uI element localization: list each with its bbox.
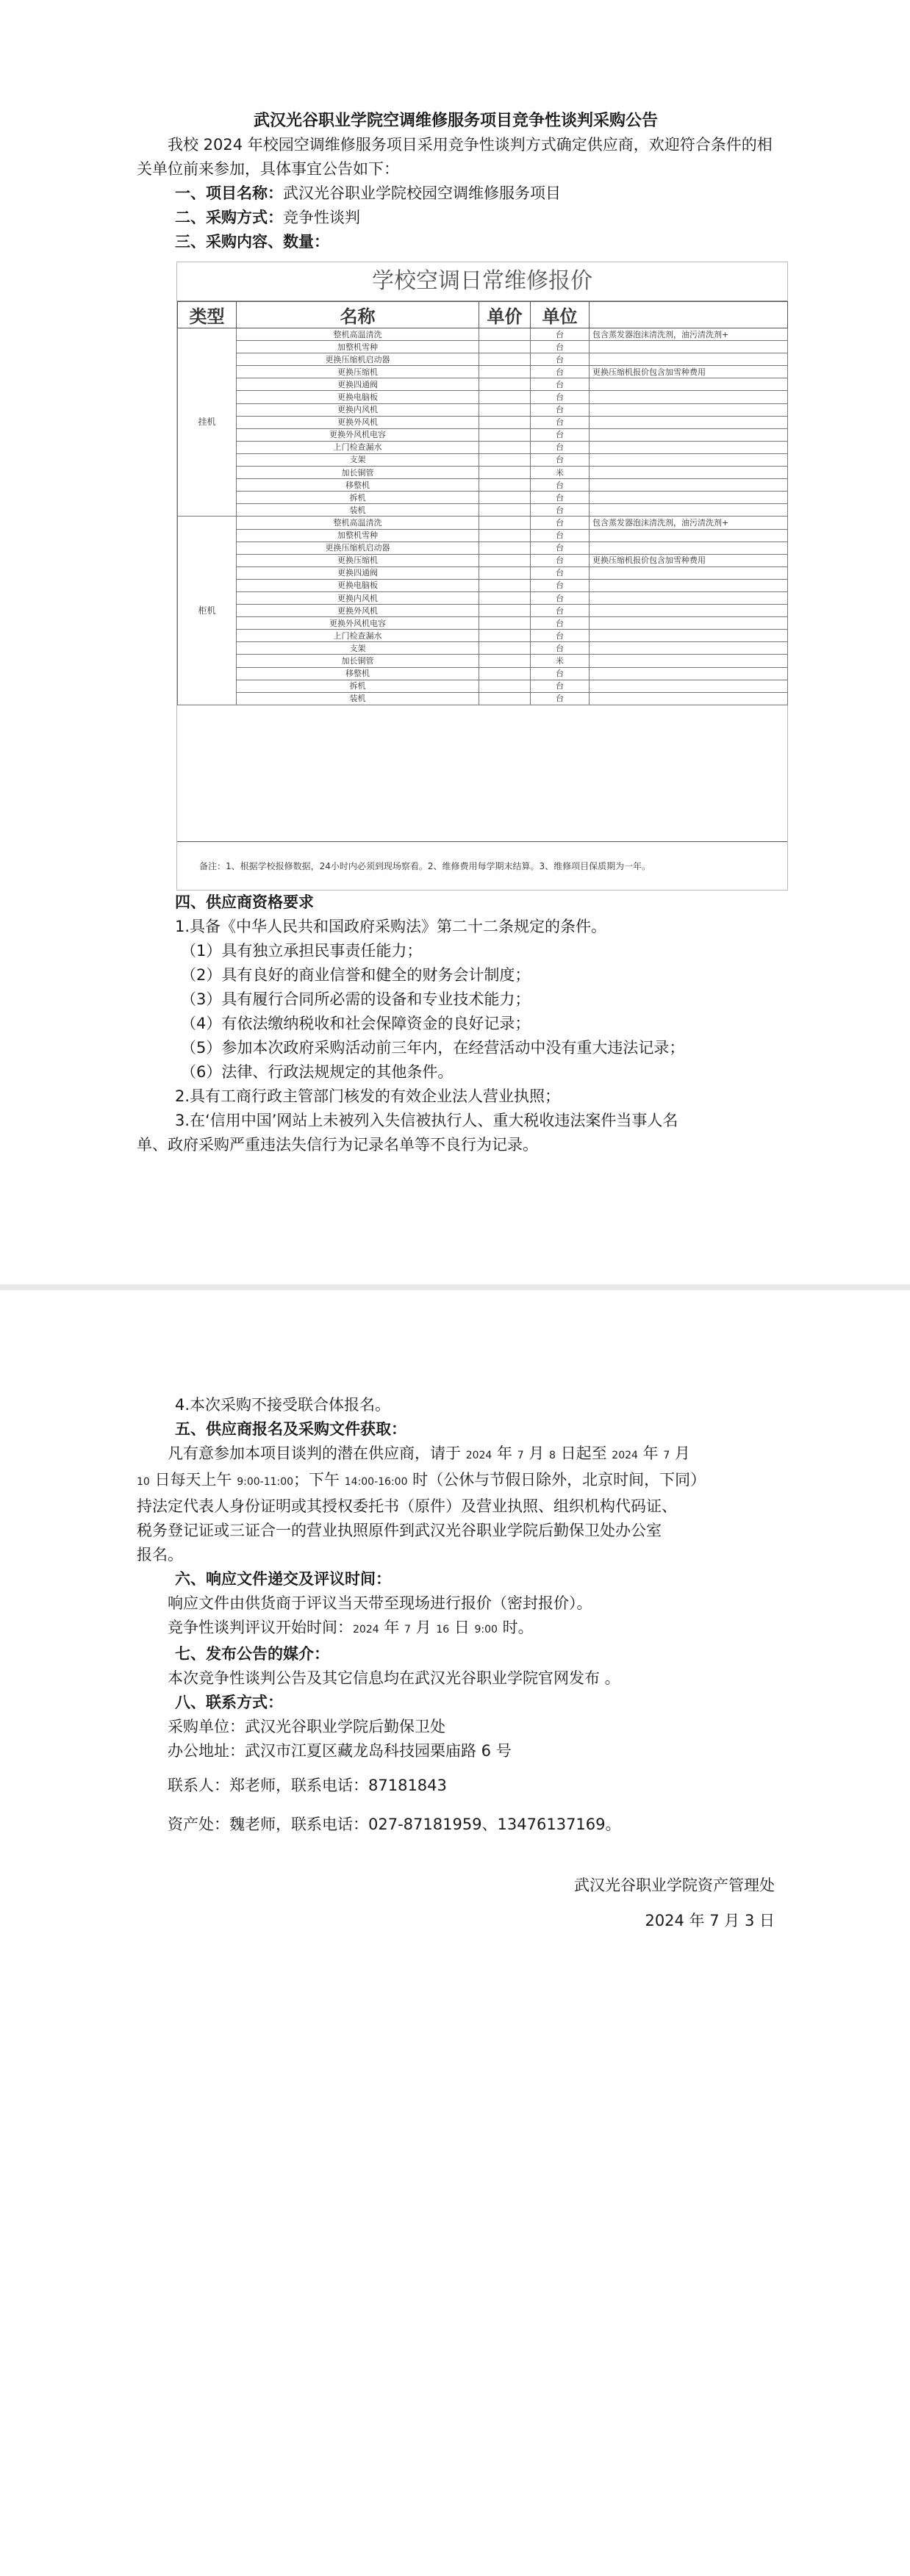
price-table-row	[178, 441, 788, 453]
price-table-row	[178, 328, 788, 341]
price-row-unit-price	[479, 366, 531, 378]
price-row-unit-price	[479, 479, 531, 492]
price-row-unit-price	[479, 391, 531, 403]
price-row-unit: 台	[531, 353, 590, 366]
price-table-row	[178, 353, 788, 366]
price-table-row	[178, 680, 788, 692]
section-2-value: 竞争性谈判	[283, 209, 360, 226]
section-1-label: 一、项目名称：	[175, 184, 283, 202]
section-6-paragraph-2	[137, 1616, 775, 1642]
text: 年	[497, 1444, 513, 1462]
price-row-name: 装机	[237, 504, 479, 517]
price-row-note	[590, 655, 788, 667]
price-row-note	[590, 591, 788, 604]
price-row-note	[590, 467, 788, 479]
price-table-row	[178, 403, 788, 416]
header-unit: 单位	[531, 302, 590, 328]
price-table	[177, 301, 788, 705]
price-table-row	[178, 479, 788, 492]
section-6-paragraph-1: 响应文件由供货商于评议当天带至现场进行报价（密封报价）。	[168, 1594, 592, 1612]
section-1	[137, 181, 775, 206]
time: 9:00	[474, 1624, 498, 1636]
price-row-name: 更换外风机电容	[237, 428, 479, 441]
price-row-name: 支架	[237, 453, 479, 466]
price-table-row	[178, 467, 788, 479]
price-table-row	[178, 391, 788, 403]
price-row-unit-price	[479, 492, 531, 504]
price-row-note: 包含蒸发器泡沫清洗剂，油污清洗剂+	[590, 517, 788, 529]
price-row-unit: 台	[531, 341, 590, 353]
price-row-name: 更换电脑板	[237, 579, 479, 591]
section-6	[137, 1567, 775, 1591]
price-row-note	[590, 542, 788, 554]
price-table-row	[178, 617, 788, 630]
price-row-name: 加长铜管	[237, 655, 479, 667]
text: 日每天上午	[154, 1471, 232, 1489]
section-8-label: 八、联系方式：	[175, 1694, 283, 1711]
price-row-unit-price	[479, 403, 531, 416]
price-table-footnote: 备注：1、根据学校报修数据，24小时内必须到现场察看。2、维修费用每学期末结算。3、维修项目保质期为一年。	[177, 841, 787, 890]
price-row-name: 更换四通阀	[237, 566, 479, 579]
price-row-unit-price	[479, 353, 531, 366]
price-row-unit: 台	[531, 504, 590, 517]
price-row-name: 拆机	[237, 492, 479, 504]
contact-asset-office: 资产处：魏老师，联系电话：027-87181959、13476137169。	[168, 1816, 621, 1833]
price-row-unit: 台	[531, 680, 590, 692]
price-row-unit-price	[479, 630, 531, 642]
signature-date: 2024 年 7 月 3 日	[645, 1912, 775, 1929]
price-row-note	[590, 529, 788, 542]
price-row-type: 挂机	[178, 328, 237, 517]
text: 时（公休与节假日除外，北京时间，下同）	[412, 1471, 706, 1489]
price-row-name: 支架	[237, 642, 479, 655]
price-row-note	[590, 504, 788, 517]
price-row-name: 更换压缩机启动器	[237, 353, 479, 366]
price-row-unit: 台	[531, 441, 590, 453]
price-row-unit: 台	[531, 630, 590, 642]
price-row-unit: 台	[531, 391, 590, 403]
qualification-1: 1.具备《中华人民共和国政府采购法》第二十二条规定的条件。	[175, 918, 607, 935]
price-row-name: 更换四通阀	[237, 378, 479, 391]
price-table-row	[178, 667, 788, 680]
price-row-note	[590, 391, 788, 403]
year: 2024	[612, 1450, 638, 1461]
price-row-name: 更换外风机	[237, 605, 479, 617]
price-table-row	[178, 579, 788, 591]
text: 竞争性谈判评议开始时间：	[168, 1619, 353, 1636]
price-row-note	[590, 680, 788, 692]
document-page-2	[0, 1290, 910, 2576]
section-1-value: 武汉光谷职业学院校园空调维修服务项目	[283, 184, 561, 202]
price-table-row	[178, 542, 788, 554]
price-row-unit: 台	[531, 453, 590, 466]
text: 年	[642, 1444, 659, 1462]
price-row-name: 加整机雪种	[237, 529, 479, 542]
price-table-row	[178, 378, 788, 391]
price-row-type: 柜机	[178, 517, 237, 705]
price-table-title: 学校空调日常维修报价	[177, 262, 787, 301]
section-2-label: 二、采购方式：	[175, 209, 283, 226]
text: 年	[384, 1619, 400, 1636]
price-table-row	[178, 642, 788, 655]
price-row-unit: 台	[531, 403, 590, 416]
price-table-row	[178, 554, 788, 566]
day: 8	[549, 1450, 556, 1461]
price-table-row	[178, 504, 788, 517]
price-row-unit-price	[479, 579, 531, 591]
price-row-unit: 台	[531, 328, 590, 341]
price-row-note	[590, 479, 788, 492]
price-row-name: 更换内风机	[237, 591, 479, 604]
price-row-note: 包含蒸发器泡沫清洗剂，油污清洗剂+	[590, 328, 788, 341]
qualification-1-item: （6）法律、行政法规规定的其他条件。	[181, 1063, 454, 1081]
price-row-unit: 台	[531, 428, 590, 441]
qualification-1-item: （2）具有良好的商业信誉和健全的财务会计制度；	[181, 966, 531, 984]
price-row-note	[590, 416, 788, 428]
page-1-content	[137, 109, 775, 254]
price-row-unit: 台	[531, 517, 590, 529]
section-5-label: 五、供应商报名及采购文件获取：	[175, 1420, 406, 1438]
price-row-unit-price	[479, 328, 531, 341]
time: 9:00-11:00	[237, 1476, 294, 1488]
qualification-3-line-1: 3.在‘信用中国’网站上未被列入失信被执行人、重大税收违法案件当事人名	[175, 1112, 678, 1129]
price-row-unit-price	[479, 428, 531, 441]
section-7-paragraph-1: 本次竞争性谈判公告及其它信息均在武汉光谷职业学院官网发布 。	[168, 1669, 620, 1687]
year: 2024	[465, 1450, 492, 1461]
price-row-unit: 米	[531, 467, 590, 479]
price-row-note	[590, 692, 788, 705]
section-5-paragraph-4: 报名。	[137, 1546, 183, 1564]
header-price: 单价	[479, 302, 531, 328]
price-row-unit-price	[479, 617, 531, 630]
price-row-note	[590, 428, 788, 441]
price-row-name: 更换压缩机启动器	[237, 542, 479, 554]
price-table-row	[178, 566, 788, 579]
price-row-name: 更换压缩机	[237, 554, 479, 566]
contact-unit: 采购单位：武汉光谷职业学院后勤保卫处	[168, 1718, 445, 1735]
price-row-note	[590, 630, 788, 642]
section-5-paragraph-2: 持法定代表人身份证明或其授权委托书（原件）及营业执照、组织机构代码证、	[137, 1497, 677, 1515]
price-row-name: 装机	[237, 692, 479, 705]
price-row-name: 整机高温清洗	[237, 517, 479, 529]
price-row-unit-price	[479, 642, 531, 655]
intro-paragraph: 我校 2024 年校园空调维修服务项目采用竞争性谈判方式确定供应商，欢迎符合条件的相关单位前来参加，具体事宜公告如下：	[137, 136, 773, 178]
day: 10	[137, 1476, 150, 1488]
price-row-unit: 台	[531, 554, 590, 566]
price-row-name: 加整机雪种	[237, 341, 479, 353]
price-table-row	[178, 492, 788, 504]
section-4-label: 四、供应商资格要求	[175, 893, 314, 911]
price-row-unit-price	[479, 504, 531, 517]
price-row-name: 整机高温清洗	[237, 328, 479, 341]
price-row-note	[590, 453, 788, 466]
price-row-unit: 台	[531, 492, 590, 504]
price-table-row	[178, 517, 788, 529]
section-4	[137, 891, 775, 915]
price-row-note	[590, 642, 788, 655]
header-name: 名称	[237, 302, 479, 328]
price-row-note	[590, 617, 788, 630]
price-row-name: 拆机	[237, 680, 479, 692]
signature-organization: 武汉光谷职业学院资产管理处	[574, 1877, 775, 1894]
price-row-unit: 台	[531, 542, 590, 554]
price-row-name: 更换外风机	[237, 416, 479, 428]
price-row-unit: 台	[531, 579, 590, 591]
contact-address: 办公地址：武汉市江夏区藏龙岛科技园栗庙路 6 号	[168, 1742, 512, 1760]
qualification-1-item: （3）具有履行合同所必需的设备和专业技术能力；	[181, 990, 531, 1008]
price-row-unit: 台	[531, 378, 590, 391]
price-table-row	[178, 591, 788, 604]
price-table-row	[178, 416, 788, 428]
price-table-body	[178, 328, 788, 705]
price-row-unit-price	[479, 517, 531, 529]
section-5-paragraph-1	[137, 1442, 775, 1494]
document-page-1	[0, 0, 910, 1284]
price-row-note	[590, 353, 788, 366]
price-row-unit: 台	[531, 416, 590, 428]
price-row-note	[590, 605, 788, 617]
time: 14:00-16:00	[344, 1476, 408, 1488]
text: 日起至	[560, 1444, 607, 1462]
price-row-unit: 米	[531, 655, 590, 667]
page-1-content-lower	[137, 891, 775, 1157]
price-row-unit-price	[479, 441, 531, 453]
price-row-unit: 台	[531, 529, 590, 542]
price-table-row	[178, 605, 788, 617]
header-note	[590, 302, 788, 328]
price-table-row	[178, 428, 788, 441]
text: 月	[529, 1444, 545, 1462]
price-row-unit: 台	[531, 692, 590, 705]
price-row-note	[590, 341, 788, 353]
section-3	[137, 230, 775, 254]
price-row-unit-price	[479, 341, 531, 353]
price-row-note	[590, 492, 788, 504]
text: 时。	[502, 1619, 534, 1636]
month: 7	[517, 1450, 524, 1461]
text: 月	[415, 1619, 431, 1636]
document-title: 武汉光谷职业学院空调维修服务项目竞争性谈判采购公告	[253, 112, 658, 130]
price-row-unit: 台	[531, 591, 590, 604]
price-table-image	[176, 262, 788, 891]
price-row-unit-price	[479, 529, 531, 542]
month: 7	[404, 1624, 411, 1636]
price-row-name: 加长铜管	[237, 467, 479, 479]
day: 16	[436, 1624, 450, 1636]
price-row-unit-price	[479, 655, 531, 667]
section-5-paragraph-3: 税务登记证或三证合一的营业执照原件到武汉光谷职业学院后勤保卫处办公室	[137, 1522, 662, 1539]
year: 2024	[353, 1624, 379, 1636]
price-row-note: 更换压缩机报价包含加雪种费用	[590, 554, 788, 566]
price-row-note: 更换压缩机报价包含加雪种费用	[590, 366, 788, 378]
section-7	[137, 1642, 775, 1666]
price-row-unit-price	[479, 605, 531, 617]
price-row-note	[590, 378, 788, 391]
price-table-row	[178, 529, 788, 542]
price-row-unit-price	[479, 554, 531, 566]
qualification-3-line-2: 单、政府采购严重违法失信行为记录名单等不良行为记录。	[137, 1136, 538, 1154]
text: 月	[674, 1444, 690, 1462]
qualification-1-item: （4）有依法缴纳税收和社会保障资金的良好记录；	[181, 1015, 531, 1032]
price-row-unit: 台	[531, 566, 590, 579]
qualification-1-item: （1）具有独立承担民事责任能力；	[181, 942, 423, 960]
price-row-name: 更换电脑板	[237, 391, 479, 403]
price-row-name: 更换内风机	[237, 403, 479, 416]
price-row-unit-price	[479, 453, 531, 466]
price-row-note	[590, 667, 788, 680]
section-7-label: 七、发布公告的媒介：	[175, 1645, 329, 1663]
text: 凡有意参加本项目谈判的潜在供应商，请于	[168, 1444, 461, 1462]
qualification-4: 4.本次采购不接受联合体报名。	[175, 1396, 391, 1414]
price-row-unit-price	[479, 667, 531, 680]
price-row-note	[590, 566, 788, 579]
price-row-name: 移整机	[237, 479, 479, 492]
text: 日	[454, 1619, 470, 1636]
price-row-unit: 台	[531, 667, 590, 680]
page-2-content	[137, 1393, 775, 1837]
price-row-note	[590, 441, 788, 453]
price-table-row	[178, 692, 788, 705]
price-row-note	[590, 403, 788, 416]
section-8	[137, 1691, 775, 1715]
price-row-unit-price	[479, 680, 531, 692]
month: 7	[663, 1450, 670, 1461]
price-row-name: 更换外风机电容	[237, 617, 479, 630]
price-row-unit-price	[479, 566, 531, 579]
price-row-unit: 台	[531, 366, 590, 378]
price-row-unit-price	[479, 591, 531, 604]
price-table-row	[178, 453, 788, 466]
section-5	[137, 1417, 775, 1442]
price-row-unit: 台	[531, 479, 590, 492]
price-row-unit-price	[479, 416, 531, 428]
price-row-unit: 台	[531, 617, 590, 630]
price-row-unit: 台	[531, 642, 590, 655]
contact-person: 联系人：郑老师，联系电话：87181843	[168, 1777, 447, 1794]
price-table-header	[178, 302, 788, 328]
price-row-unit-price	[479, 692, 531, 705]
qualification-2: 2.具有工商行政主管部门核发的有效企业法人营业执照；	[175, 1087, 561, 1105]
section-6-label: 六、响应文件递交及评议时间：	[175, 1570, 391, 1588]
price-table-row	[178, 630, 788, 642]
price-row-name: 移整机	[237, 667, 479, 680]
price-table-row	[178, 655, 788, 667]
header-type: 类型	[178, 302, 237, 328]
price-row-note	[590, 579, 788, 591]
price-row-name: 上门检查漏水	[237, 441, 479, 453]
price-table-row	[178, 366, 788, 378]
section-3-label: 三、采购内容、数量：	[175, 233, 329, 251]
section-2	[137, 206, 775, 230]
price-row-unit-price	[479, 542, 531, 554]
price-row-unit: 台	[531, 605, 590, 617]
price-row-unit-price	[479, 467, 531, 479]
price-table-row	[178, 341, 788, 353]
price-row-name: 更换压缩机	[237, 366, 479, 378]
price-row-name: 上门检查漏水	[237, 630, 479, 642]
price-row-unit-price	[479, 378, 531, 391]
qualification-1-item: （5）参加本次政府采购活动前三年内，在经营活动中没有重大违法记录；	[181, 1039, 685, 1057]
text: ；下午	[293, 1471, 340, 1489]
